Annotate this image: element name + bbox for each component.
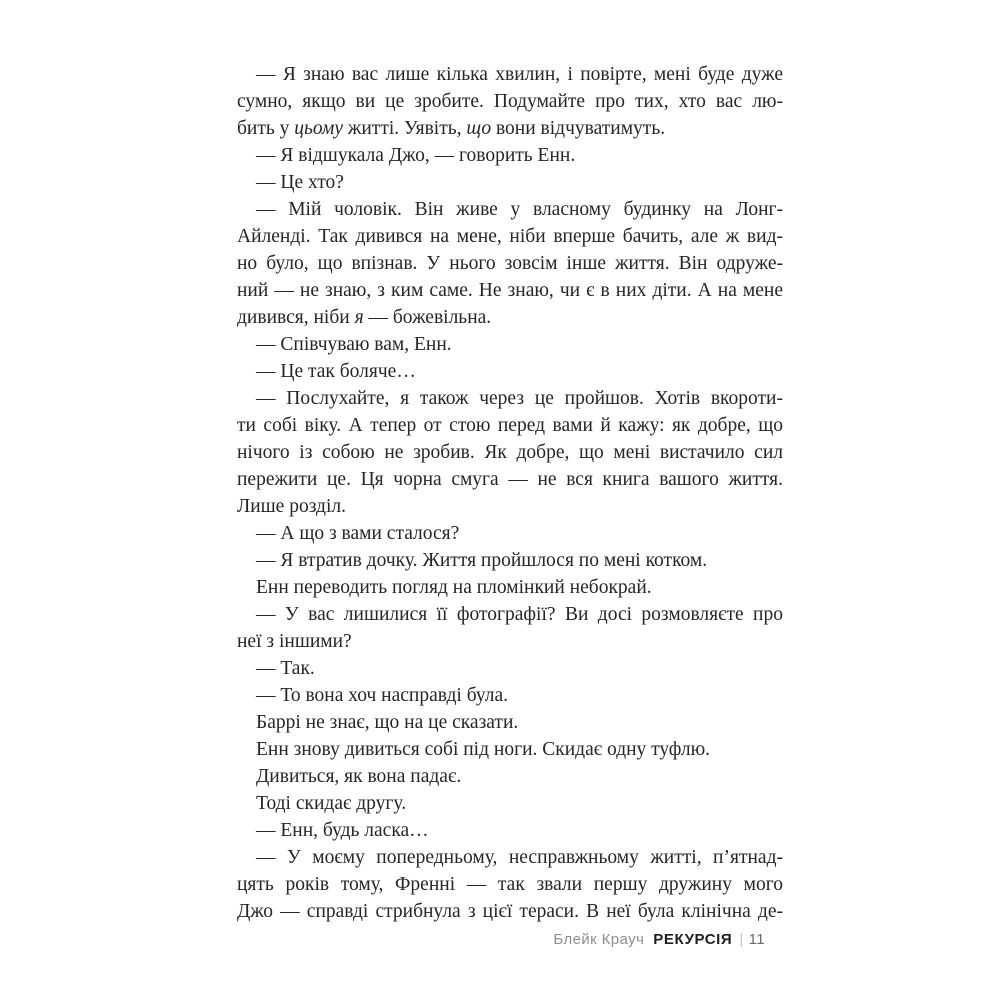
- text-line: пережити це. Ця чорна смуга — не вся книга вашого життя.: [237, 469, 783, 490]
- text-line: цять років тому, Френні — так звали першу дружину мого: [237, 874, 783, 895]
- text-line: — То вона хоч насправді була.: [256, 685, 509, 706]
- text-line: Баррі не знає, що на це сказати.: [256, 712, 519, 733]
- text-line: Джо — справді стрибнула з цієї тераси. В неї була клінічна де-: [237, 901, 783, 922]
- text-line: неї з іншими?: [237, 631, 352, 652]
- text-line: сумно, якщо ви це зробите. Подумайте про тих, хто вас лю-: [237, 91, 783, 112]
- text-line: ний — не знаю, з ким саме. Не знаю, чи є в них діти. А на мене: [237, 280, 783, 301]
- text-line: ти собі віку. А тепер от стою перед вами й кажу: як добре, що: [237, 415, 783, 436]
- text-line: — Співчуваю вам, Енн.: [256, 334, 452, 355]
- footer-page-number: 11: [748, 931, 765, 948]
- text-line: — Послухайте, я також через це пройшов. Хотів вкороти-: [256, 388, 783, 409]
- page-text-block: [237, 61, 783, 925]
- text-line: нічого із собою не зробив. Як добре, що мені вистачило сил: [237, 442, 783, 463]
- text-line: — Так.: [256, 658, 315, 679]
- footer-book-title: РЕКУРСІЯ: [653, 931, 733, 948]
- page-footer: [237, 931, 765, 948]
- text-line: Дивиться, як вона падає.: [256, 766, 462, 787]
- text-line: — Це так боляче…: [256, 361, 416, 382]
- text-line: — Я втратив дочку. Життя пройшлося по мені котком.: [256, 550, 708, 571]
- footer-separator: |: [739, 931, 744, 948]
- text-line: — Я знаю вас лише кілька хвилин, і повірте, мені буде дуже: [256, 64, 783, 85]
- text-line: Енн знову дивиться собі під ноги. Скидає одну туфлю.: [256, 739, 711, 760]
- text-line: Тоді скидає другу.: [256, 793, 407, 814]
- text-line: — Це хто?: [256, 172, 344, 193]
- text-line: Айленді. Так дивився на мене, ніби вперше бачить, але ж вид-: [237, 226, 783, 247]
- text-line: Лише розділ.: [237, 496, 347, 517]
- text-line: бить у цьому житті. Уявіть, що вони відчуватимуть.: [237, 118, 666, 139]
- text-line: — У вас лишилися її фотографії? Ви досі розмовляєте про: [256, 604, 783, 625]
- text-line: но було, що впізнав. У нього зовсім інше життя. Він одруже-: [237, 253, 783, 274]
- text-line: — Мій чоловік. Він живе у власному будинку на Лонг-: [256, 199, 783, 220]
- text-line: — А що з вами сталося?: [256, 523, 460, 544]
- text-line: — Енн, будь ласка…: [256, 820, 429, 841]
- text-line: — Я відшукала Джо, — говорить Енн.: [256, 145, 576, 166]
- text-line: дивився, ніби я — божевільна.: [237, 307, 492, 328]
- text-line: Енн переводить погляд на пломінкий небокрай.: [256, 577, 652, 598]
- footer-author: Блейк Крауч: [553, 931, 645, 948]
- text-line: — У моєму попередньому, несправжньому житті, п’ятнад-: [256, 847, 783, 868]
